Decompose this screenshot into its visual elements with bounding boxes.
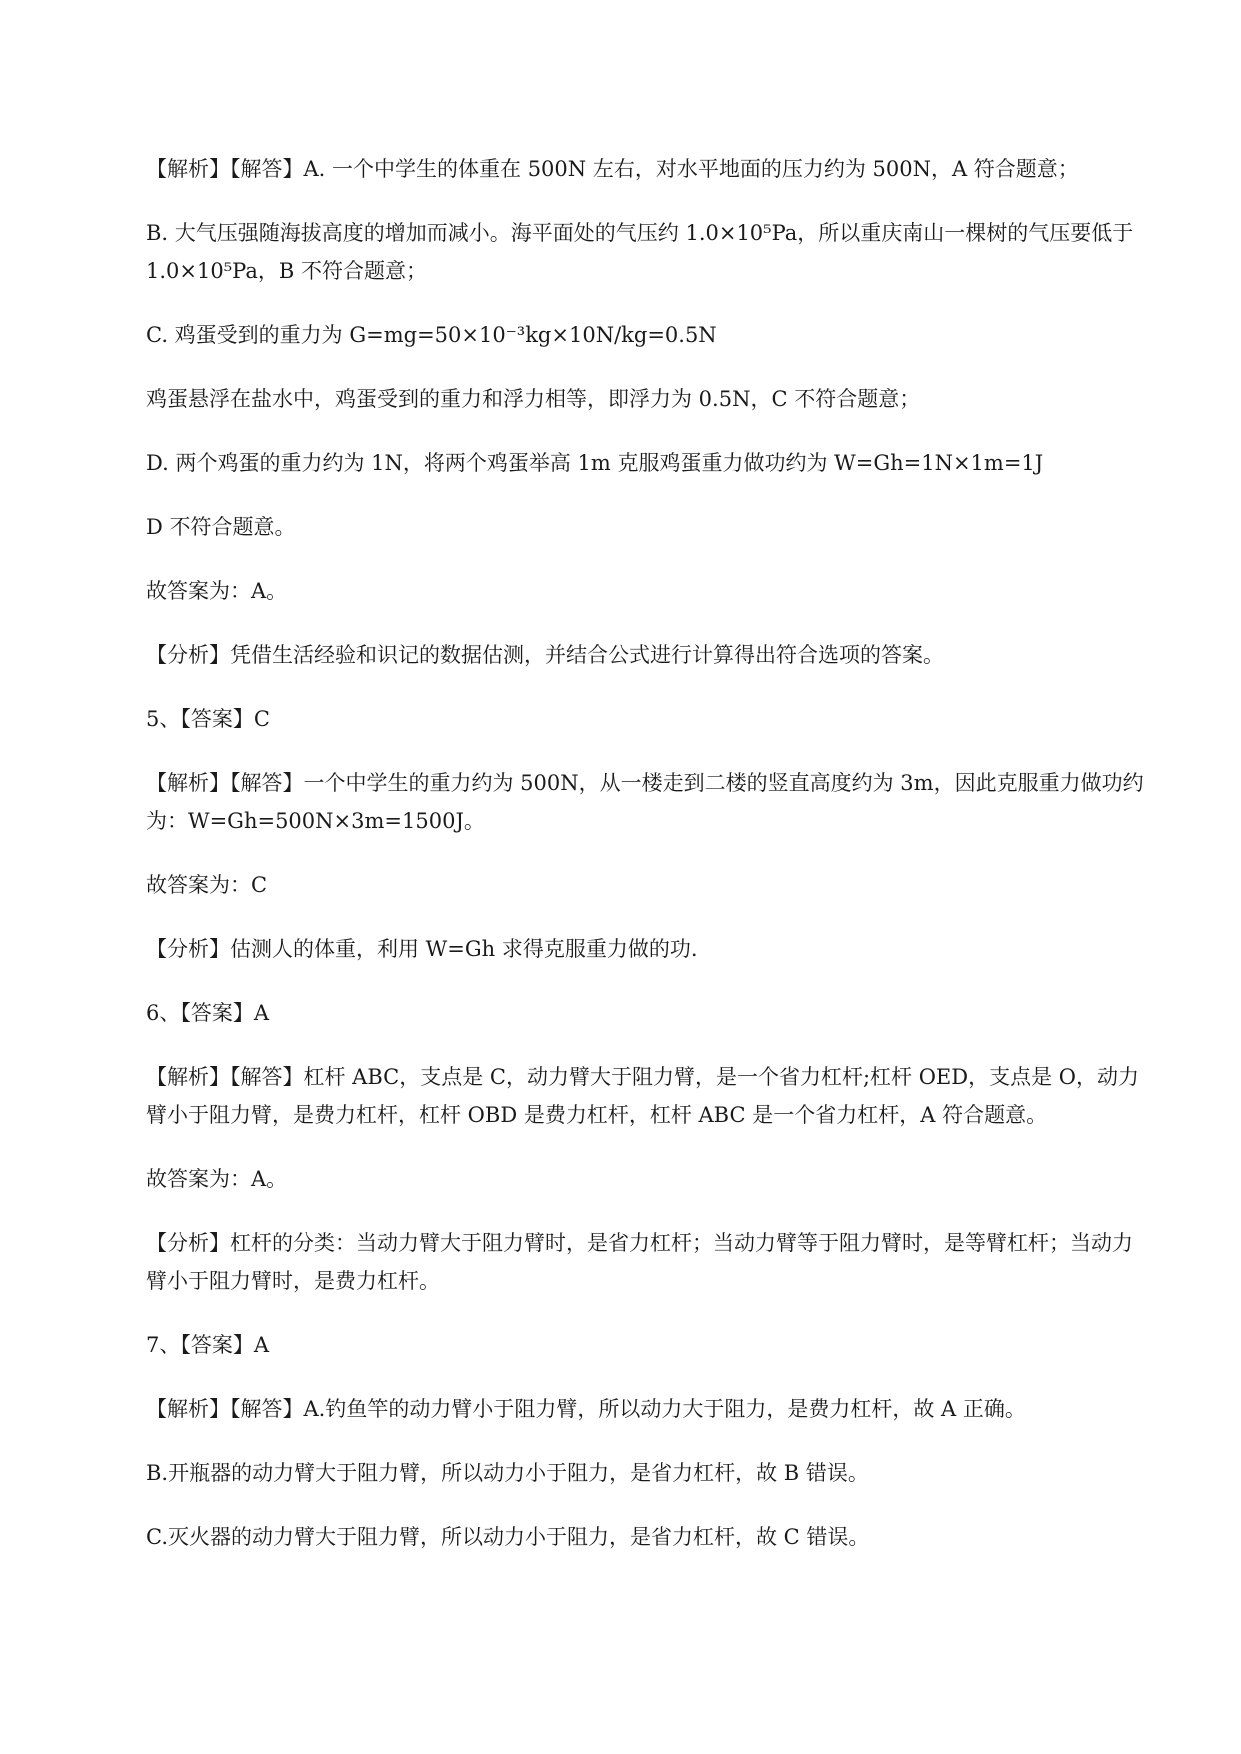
question-5-final-answer: 故答案为：C xyxy=(146,873,268,897)
question-6-summary: 【分析】杠杆的分类：当动力臂大于阻力臂时，是省力杠杆；当动力臂等于阻力臂时，是等臂杠杆；当动力臂小于阻力臂时，是费力杠杆。 xyxy=(146,1231,1133,1293)
question-7-answer: 7、【答案】A xyxy=(146,1333,270,1357)
question-7-analysis-b: B.开瓶器的动力臂大于阻力臂，所以动力小于阻力，是省力杠杆，故 B 错误。 xyxy=(146,1461,869,1485)
paragraph-4-analysis-d-cont: D 不符合题意。 xyxy=(146,515,296,539)
paragraph-4-analysis-c: C. 鸡蛋受到的重力为 G=mg=50×10⁻³kg×10N/kg=0.5N xyxy=(146,323,717,347)
paragraph-4-analysis-b: B. 大气压强随海拔高度的增加而减小。海平面处的气压约 1.0×10⁵Pa，所以重庆南山一棵树的气压要低于 1.0×10⁵Pa，B 不符合题意； xyxy=(146,221,1140,283)
document-page xyxy=(146,150,1146,1582)
question-7-analysis-a: 【解析】【解答】A.钓鱼竿的动力臂小于阻力臂，所以动力大于阻力，是费力杠杆，故 A 正确。 xyxy=(146,1397,1026,1421)
paragraph-4-analysis-d: D. 两个鸡蛋的重力约为 1N，将两个鸡蛋举高 1m 克服鸡蛋重力做功约为 W=Gh=1N×1m=1J xyxy=(146,451,1044,475)
question-6-final-answer: 故答案为：A。 xyxy=(146,1167,288,1191)
question-5-summary: 【分析】估测人的体重，利用 W=Gh 求得克服重力做的功. xyxy=(146,937,698,961)
question-6-answer: 6、【答案】A xyxy=(146,1001,270,1025)
question-6-analysis: 【解析】【解答】杠杆 ABC，支点是 C，动力臂大于阻力臂，是一个省力杠杆;杠杆 OED，支点是 O，动力臂小于阻力臂，是费力杠杆，杠杆 OBD 是费力杠杆，杠杆 ABC 是一个省力杠杆，A 符合题意。 xyxy=(146,1065,1139,1127)
question-5-analysis: 【解析】【解答】一个中学生的重力约为 500N，从一楼走到二楼的竖直高度约为 3m，因此克服重力做功约为：W=Gh=500N×3m=1500J。 xyxy=(146,771,1144,833)
paragraph-4-summary: 【分析】凭借生活经验和识记的数据估测，并结合公式进行计算得出符合选项的答案。 xyxy=(146,643,944,667)
paragraph-4-analysis-a: 【解析】【解答】A. 一个中学生的体重在 500N 左右，对水平地面的压力约为 500N，A 符合题意； xyxy=(146,157,1079,181)
paragraph-4-final-answer: 故答案为：A。 xyxy=(146,579,288,603)
question-5-answer: 5、【答案】C xyxy=(146,707,270,731)
paragraph-4-analysis-c-cont: 鸡蛋悬浮在盐水中，鸡蛋受到的重力和浮力相等，即浮力为 0.5N，C 不符合题意； xyxy=(146,387,921,411)
question-7-analysis-c: C.灭火器的动力臂大于阻力臂，所以动力小于阻力，是省力杠杆，故 C 错误。 xyxy=(146,1525,870,1549)
